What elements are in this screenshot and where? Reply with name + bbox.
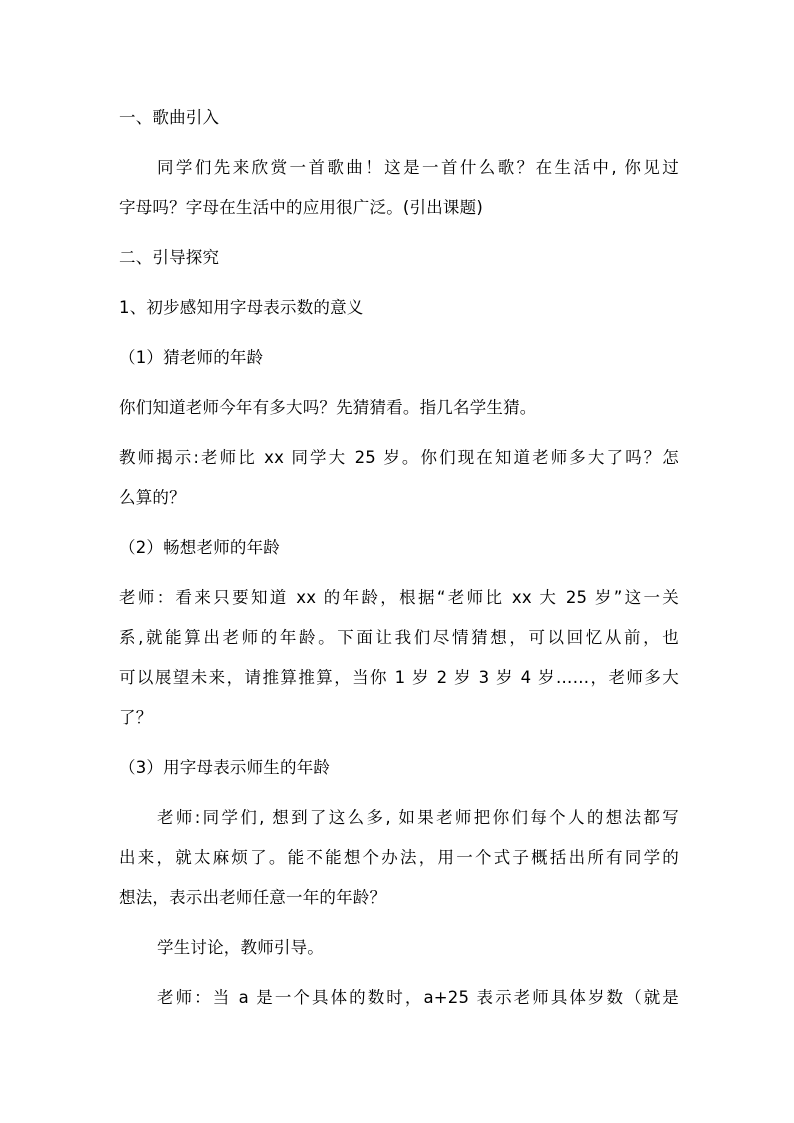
numbered-heading: （1）猜老师的年龄 (119, 348, 264, 367)
paragraph-line: 想法，表示出老师任意一年的年龄？ (119, 888, 387, 907)
paragraph-line: 系,就能算出老师的年龄。下面让我们尽情猜想，可以回忆从前，也 (119, 628, 679, 647)
subsection-heading: 1、初步感知用字母表示数的意义 (119, 298, 364, 317)
paragraph-line: 老师:同学们, 想到了这么多, 如果老师把你们每个人的想法都写 (157, 808, 679, 827)
paragraph-line: 可以展望未来，请推算推算，当你 1 岁 2 岁 3 岁 4 岁……，老师多大 (119, 668, 679, 687)
paragraph-line: 教师揭示:老师比 xx 同学大 25 岁。你们现在知道老师多大了吗？怎 (119, 448, 679, 467)
paragraph-line: 你们知道老师今年有多大吗？先猜猜看。指几名学生猜。 (119, 398, 537, 417)
paragraph-line: 学生讨论，教师引导。 (157, 938, 324, 957)
paragraph-line: 么算的？ (119, 488, 186, 507)
section-heading-guided-inquiry: 二、引导探究 (119, 248, 220, 267)
paragraph-line: 字母吗？字母在生活中的应用很广泛。(引出课题) (119, 198, 483, 217)
paragraph-line: 出来，就太麻烦了。能不能想个办法，用一个式子概括出所有同学的 (119, 848, 679, 867)
numbered-heading: （3）用字母表示师生的年龄 (119, 758, 331, 777)
section-heading-song-intro: 一、歌曲引入 (119, 108, 220, 127)
paragraph-line: 了？ (119, 708, 153, 727)
paragraph-line: 老师：看来只要知道 xx 的年龄，根据“老师比 xx 大 25 岁”这一关 (119, 588, 679, 607)
paragraph-line: 老师：当 a 是一个具体的数时，a+25 表示老师具体岁数（就是 (157, 988, 679, 1007)
numbered-heading: （2）畅想老师的年龄 (119, 538, 280, 557)
paragraph-line: 同学们先来欣赏一首歌曲！这是一首什么歌？在生活中, 你见过 (157, 158, 679, 177)
